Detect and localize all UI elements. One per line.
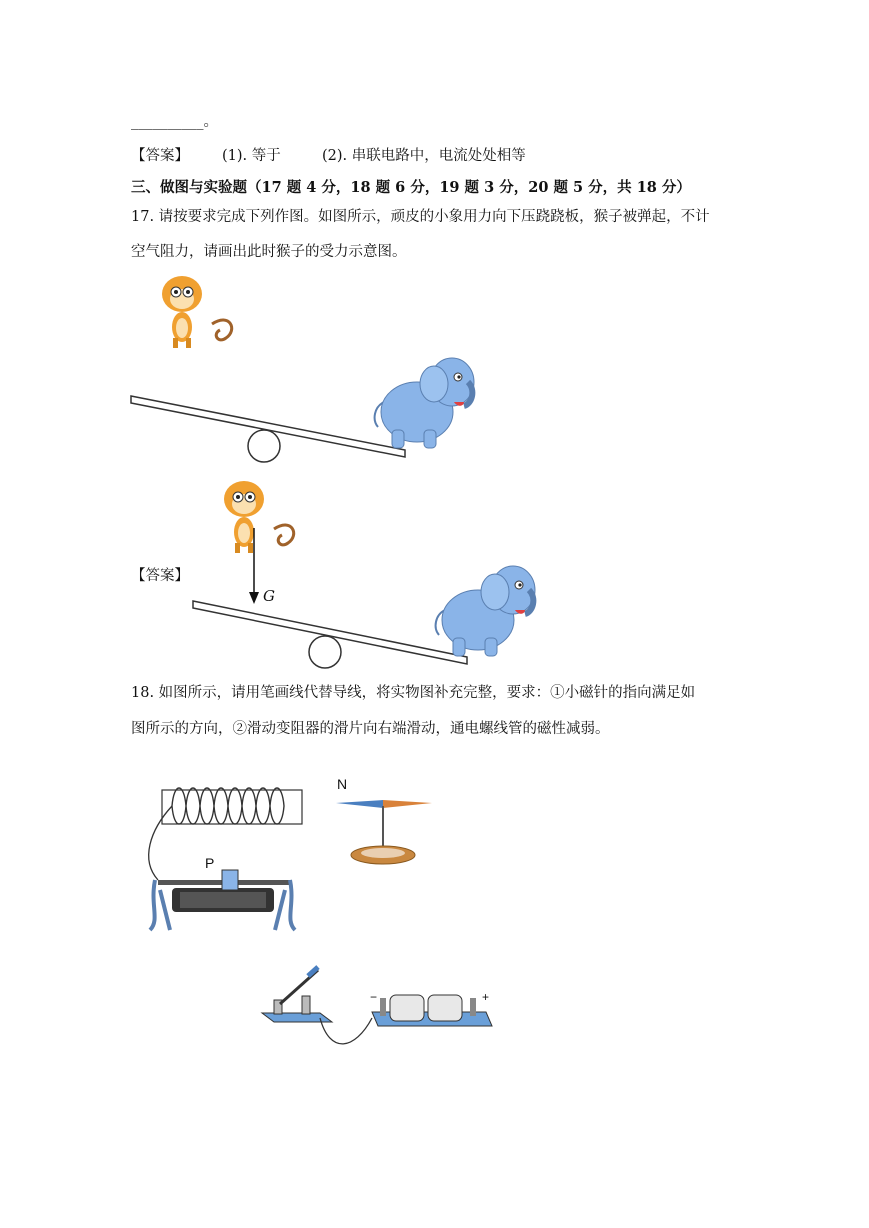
elephant-illustration-answer: [436, 566, 535, 656]
seesaw-board: [131, 396, 405, 462]
answer-part-2: (2). 串联电路中，电流处处相等: [322, 148, 526, 164]
blank-tail: __________。: [131, 114, 218, 130]
solenoid: [149, 788, 302, 880]
monkey-illustration-answer: [224, 481, 294, 553]
gravity-label: G: [263, 587, 275, 605]
seesaw-board-answer: [193, 601, 467, 668]
section-heading: 三、做图与实验题（17 题 4 分，18 题 6 分，19 题 3 分，20 题 5 分，共 18 分）: [131, 179, 691, 196]
answer-part-1: (1). 等于: [222, 148, 281, 164]
battery-minus-label: −: [370, 990, 378, 1004]
answer-label-16: 【答案】: [131, 148, 189, 164]
slider-label: P: [205, 855, 215, 871]
seesaw-pivot: [248, 430, 280, 462]
switch: [262, 967, 332, 1022]
seesaw-pivot-answer: [309, 636, 341, 668]
battery-plus-label: +: [482, 990, 490, 1004]
q18-line-2: 图所示的方向，②滑动变阻器的滑片向右端滑动，通电螺线管的磁性减弱。: [131, 721, 610, 737]
q17-line-2: 空气阻力，请画出此时猴子的受力示意图。: [131, 244, 407, 260]
elephant-illustration: [375, 358, 474, 448]
magnetic-needle: [336, 800, 432, 864]
battery-pack: [372, 995, 492, 1026]
q18-line-1: 18. 如图所示，请用笔画线代替导线，将实物图补充完整，要求：①小磁针的指向满足如: [131, 685, 696, 701]
needle-north-label: N: [337, 776, 348, 792]
sliding-rheostat: [150, 870, 295, 930]
answer-label-17: 【答案】: [131, 568, 189, 584]
q17-line-1: 17. 请按要求完成下列作图。如图所示，顽皮的小象用力向下压跷跷板，猴子被弹起，不计: [131, 209, 710, 225]
monkey-illustration: [162, 276, 232, 348]
